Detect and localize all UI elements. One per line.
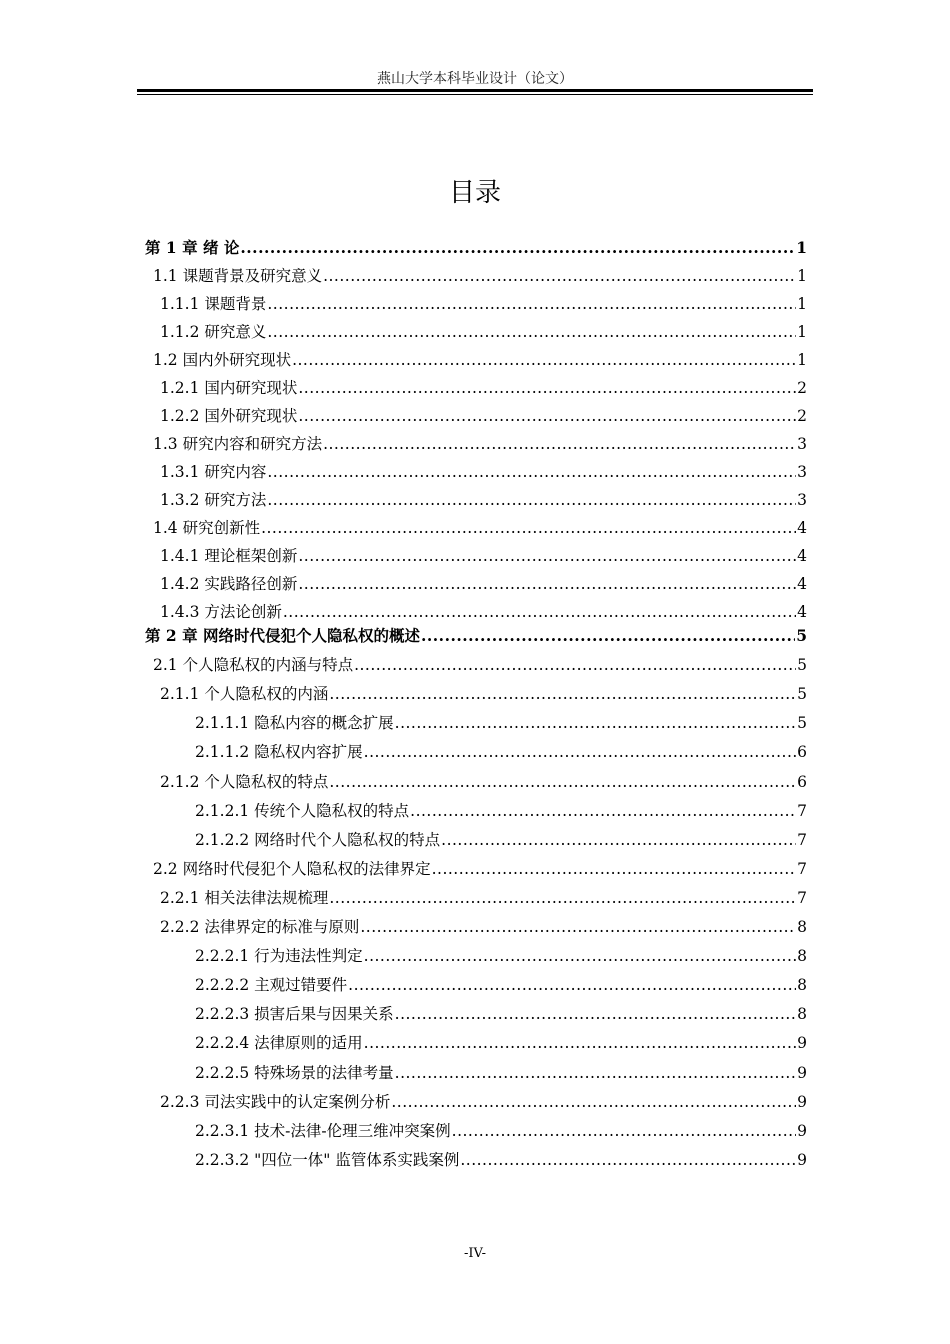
toc-entry[interactable]: [160, 404, 807, 428]
toc-entry[interactable]: [160, 600, 807, 624]
toc-entry[interactable]: [195, 799, 807, 823]
toc-entry-page: 1: [797, 323, 807, 341]
toc-entry-page: 1: [796, 238, 807, 257]
dot-leader: [395, 1002, 796, 1026]
dot-leader: [395, 711, 796, 735]
dot-leader: [267, 320, 796, 344]
dot-leader: [298, 376, 796, 400]
dot-leader: [391, 1090, 796, 1114]
toc-entry-title: 2.2.3.2 "四位一体" 监管体系实践案例: [195, 1150, 460, 1169]
toc-entry-title: 1.3.2 研究方法: [160, 491, 267, 509]
toc-entry-title: 2.2.2.4 法律原则的适用: [195, 1034, 363, 1053]
toc-entry-page: 4: [797, 575, 807, 593]
toc-entry-page: 9: [797, 1034, 807, 1053]
toc-entry-title: 1.4.1 理论框架创新: [160, 547, 298, 565]
toc-entry-page: 3: [797, 435, 807, 453]
dot-leader: [410, 799, 796, 823]
dot-leader: [460, 1148, 796, 1172]
dot-leader: [240, 236, 795, 260]
dot-leader: [364, 740, 796, 764]
dot-leader: [292, 348, 796, 372]
dot-leader: [432, 857, 797, 881]
toc-entry-title: 2.1.2.1 传统个人隐私权的特点: [195, 801, 410, 820]
toc-entry[interactable]: [195, 973, 807, 997]
toc-entry-title: 2.1 个人隐私权的内涵与特点: [153, 656, 354, 675]
dot-leader: [395, 1061, 796, 1085]
toc-entry[interactable]: [195, 944, 807, 968]
toc-entry-page: 3: [797, 491, 807, 509]
toc-entry-title: 1.1 课题背景及研究意义: [153, 267, 323, 285]
toc-entry[interactable]: [145, 624, 807, 648]
toc-entry-title: 2.2.2.1 行为违法性判定: [195, 947, 363, 966]
toc-entry-title: 1.3.1 研究内容: [160, 463, 267, 481]
dot-leader: [452, 1119, 796, 1143]
toc-entry-title: 2.1.1 个人隐私权的内涵: [160, 685, 329, 704]
toc-entry-page: 2: [797, 407, 807, 425]
toc-entry-title: 2.2.2.3 损害后果与因果关系: [195, 1005, 394, 1024]
header-rule-thick: [137, 89, 813, 92]
toc-entry-page: 4: [797, 519, 807, 537]
toc-entry[interactable]: [195, 1061, 807, 1085]
toc-entry-page: 7: [797, 801, 807, 820]
toc-entry-page: 4: [797, 547, 807, 565]
dot-leader: [261, 516, 796, 540]
toc-entry-title: 2.2.2.2 主观过错要件: [195, 976, 348, 995]
page-title: 目录: [448, 178, 501, 208]
toc-entry-page: 1: [797, 351, 807, 369]
toc-entry-page: 9: [797, 1150, 807, 1169]
toc-entry-title: 2.2.3.1 技术-法律-伦理三维冲突案例: [195, 1121, 451, 1140]
toc-entry-title: 1.3 研究内容和研究方法: [153, 435, 323, 453]
toc-entry-page: 8: [797, 947, 807, 966]
toc-entry[interactable]: [195, 1148, 807, 1172]
toc-entry[interactable]: [153, 857, 807, 881]
dot-leader: [323, 264, 796, 288]
toc-entry-title: 2.1.1.1 隐私内容的概念扩展: [195, 714, 394, 733]
toc-entry-page: 8: [797, 1005, 807, 1024]
toc-entry-page: 4: [797, 603, 807, 621]
toc-entry-title: 2.2.2 法律界定的标准与原则: [160, 918, 360, 936]
toc-entry-title: 2.2.3 司法实践中的认定案例分析: [160, 1092, 391, 1111]
toc-entry-page: 7: [797, 859, 807, 878]
toc-entry-page: 5: [797, 714, 807, 733]
toc-entry[interactable]: [195, 1002, 807, 1026]
toc-entry-page: 9: [797, 1121, 807, 1140]
toc-entry-page: 1: [797, 267, 807, 285]
dot-leader: [421, 624, 795, 648]
toc-entry-page: 2: [797, 379, 807, 397]
toc-entry-title: 2.1.1.2 隐私权内容扩展: [195, 743, 363, 762]
toc-entry-page: 1: [797, 295, 807, 313]
toc-entry-title: 2.1.2.2 网络时代个人隐私权的特点: [195, 830, 441, 849]
dot-leader: [267, 460, 796, 484]
dot-leader: [441, 828, 796, 852]
dot-leader: [360, 915, 796, 939]
toc-entry-title: 2.2.1 相关法律法规梳理: [160, 888, 329, 907]
toc-entry-title: 1.2 国内外研究现状: [153, 351, 292, 369]
toc-entry-page: 7: [797, 830, 807, 849]
dot-leader: [364, 944, 796, 968]
toc-entry-title: 第 2 章 网络时代侵犯个人隐私权的概述: [145, 626, 420, 645]
toc-entry[interactable]: [160, 488, 807, 512]
toc-entry[interactable]: [195, 1031, 807, 1055]
toc-entry-page: 9: [797, 1063, 807, 1082]
toc-entry[interactable]: [160, 770, 807, 794]
toc-entry-page: 8: [797, 976, 807, 995]
toc-entry-page: 7: [797, 888, 807, 907]
dot-leader: [298, 572, 796, 596]
dot-leader: [348, 973, 796, 997]
dot-leader: [329, 682, 796, 706]
dot-leader: [329, 770, 796, 794]
toc-entry-title: 1.4.2 实践路径创新: [160, 575, 298, 593]
dot-leader: [329, 886, 796, 910]
toc-entry[interactable]: [153, 264, 807, 288]
toc-entry-page: 5: [796, 626, 807, 645]
toc-entry[interactable]: [195, 740, 807, 764]
toc-entry-page: 6: [797, 772, 807, 791]
toc-entry-page: 3: [797, 463, 807, 481]
toc-entry-title: 1.4.3 方法论创新: [160, 603, 282, 621]
toc-entry[interactable]: [160, 376, 807, 400]
toc-entry[interactable]: [195, 828, 807, 852]
toc-entry[interactable]: [160, 1090, 807, 1114]
toc-entry-title: 2.2 网络时代侵犯个人隐私权的法律界定: [153, 859, 431, 878]
dot-leader: [298, 404, 796, 428]
toc-entry[interactable]: [153, 348, 807, 372]
toc-entry-title: 1.1.2 研究意义: [160, 323, 267, 341]
toc-entry-page: 8: [797, 918, 807, 936]
toc-entry-page: 9: [797, 1092, 807, 1111]
toc-entry[interactable]: [160, 886, 807, 910]
toc-entry[interactable]: [160, 544, 807, 568]
toc-entry-title: 1.4 研究创新性: [153, 519, 261, 537]
dot-leader: [364, 1031, 796, 1055]
toc-entry[interactable]: [160, 915, 807, 939]
toc-entry[interactable]: [160, 292, 807, 316]
toc-entry[interactable]: [160, 320, 807, 344]
toc-entry[interactable]: [160, 572, 807, 596]
toc-entry-title: 2.1.2 个人隐私权的特点: [160, 772, 329, 791]
dot-leader: [283, 600, 796, 624]
toc-entry[interactable]: [195, 1119, 807, 1143]
toc-entry-title: 1.2.2 国外研究现状: [160, 407, 298, 425]
dot-leader: [267, 292, 796, 316]
toc-entry[interactable]: [160, 682, 807, 706]
running-header: 燕山大学本科毕业设计（论文）: [377, 71, 573, 87]
toc-entry-title: 第 1 章 绪 论: [145, 238, 240, 257]
toc-entry[interactable]: [153, 516, 807, 540]
toc-entry[interactable]: [153, 653, 807, 677]
toc-entry-page: 6: [797, 743, 807, 762]
dot-leader: [298, 544, 796, 568]
toc-entry[interactable]: [160, 460, 807, 484]
toc-entry[interactable]: [195, 711, 807, 735]
dot-leader: [323, 432, 796, 456]
dot-leader: [354, 653, 796, 677]
toc-entry-title: 1.1.1 课题背景: [160, 295, 267, 313]
page-number-footer: -IV-: [463, 1246, 487, 1261]
toc-entry-page: 5: [797, 685, 807, 704]
toc-entry[interactable]: [153, 432, 807, 456]
toc-entry-page: 5: [797, 656, 807, 675]
toc-entry-title: 1.2.1 国内研究现状: [160, 379, 298, 397]
toc-entry[interactable]: [145, 236, 807, 260]
dot-leader: [267, 488, 796, 512]
toc-entry-title: 2.2.2.5 特殊场景的法律考量: [195, 1063, 394, 1082]
header-rule-thin: [137, 94, 813, 95]
